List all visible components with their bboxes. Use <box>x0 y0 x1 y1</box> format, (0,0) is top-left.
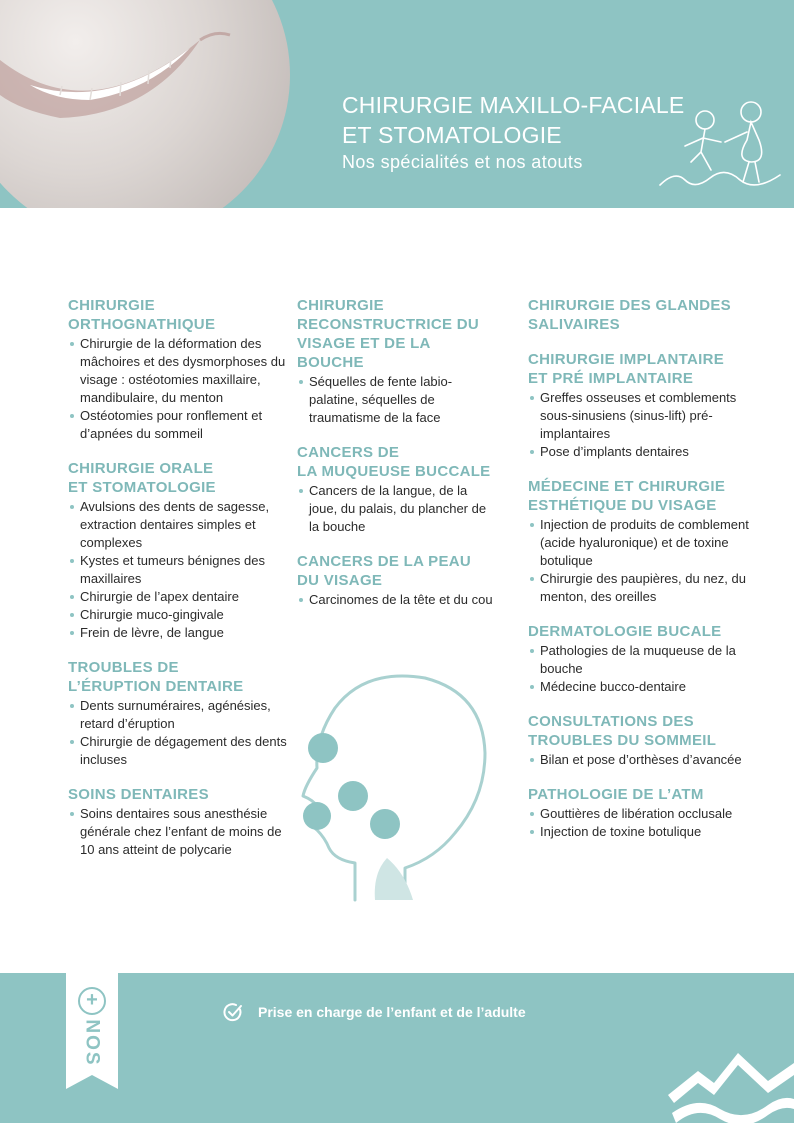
head-profile-illustration <box>295 668 495 913</box>
list-item: Kystes et tumeurs bénignes des maxillaires <box>68 552 288 588</box>
list-item: Pathologies de la muqueuse de la bouche <box>528 642 758 678</box>
list-item: Injection de toxine botulique <box>528 823 758 841</box>
list-item: Soins dentaires sous anesthésie générale chez l’enfant de moins de 10 ans atteint de polycarie <box>68 805 288 859</box>
section-title: DERMATOLOGIE BUCALE <box>528 623 722 640</box>
page-subtitle: Nos spécialités et nos atouts <box>342 152 583 172</box>
footer-text: Prise en charge de l’enfant et de l’adulte <box>258 1004 526 1020</box>
list-item: Bilan et pose d’orthèses d’avancée <box>528 751 758 769</box>
list-item: Médecine bucco-dentaire <box>528 678 758 696</box>
bullet-list <box>528 389 758 461</box>
section-soins-dentaires <box>68 785 288 859</box>
bullet-list <box>68 697 288 769</box>
list-item: Gouttières de libération occlusale <box>528 805 758 823</box>
section-glandes-salivaires <box>528 296 758 334</box>
bullet-list <box>68 498 288 642</box>
header-banner <box>0 0 794 208</box>
bullet-list <box>297 373 497 427</box>
section-title: CONSULTATIONS DES TROUBLES DU SOMMEIL <box>528 713 717 749</box>
mountain-wave-logo <box>668 1033 794 1123</box>
list-item: Avulsions des dents de sagesse, extraction dentaires simples et complexes <box>68 498 288 552</box>
list-item: Ostéotomies pour ronflement et d’apnées du sommeil <box>68 407 288 443</box>
bullet-list <box>528 642 758 696</box>
section-pathologie-atm <box>528 785 758 841</box>
title-line-2: ET STOMATOLOGIE <box>342 122 562 148</box>
smile-illustration <box>0 0 260 150</box>
section-troubles-sommeil <box>528 712 758 769</box>
column-middle <box>297 296 497 625</box>
list-item: Chirurgie muco-gingivale <box>68 606 288 624</box>
bullet-list <box>528 751 758 769</box>
section-title: CANCERS DE LA MUQUEUSE BUCCALE <box>297 444 491 480</box>
bullet-list <box>68 335 288 443</box>
section-title: SOINS DENTAIRES <box>68 786 209 803</box>
section-medecine-esthetique <box>528 477 758 606</box>
section-title: CHIRURGIE RECONSTRUCTRICE DU VISAGE ET DE LA BOUCHE <box>297 297 480 371</box>
list-item: Séquelles de fente labio-palatine, séquelles de traumatisme de la face <box>297 373 497 427</box>
section-title: PATHOLOGIE DE L’ATM <box>528 786 704 803</box>
list-item: Injection de produits de comblement (acide hyaluronique) et de toxine botulique <box>528 516 758 570</box>
list-item: Dents surnuméraires, agénésies, retard d’éruption <box>68 697 288 733</box>
section-title: TROUBLES DE L’ÉRUPTION DENTAIRE <box>68 659 244 695</box>
badge-text: NOS <box>82 1019 103 1067</box>
plus-circle-icon: + <box>78 987 106 1015</box>
column-left <box>68 296 288 875</box>
section-cancers-peau <box>297 552 497 609</box>
bullet-list <box>528 516 758 606</box>
section-cancers-muqueuse <box>297 443 497 536</box>
section-title: CHIRURGIE ORTHOGNATHIQUE <box>68 297 216 333</box>
section-chirurgie-orale <box>68 459 288 642</box>
bullet-list <box>297 482 497 536</box>
section-dermatologie-bucale <box>528 622 758 696</box>
list-item: Chirurgie de la déformation des mâchoires et des dysmorphoses du visage : ostéotomies maxillaire, mandibulaire, du menton <box>68 335 288 407</box>
title-line-1: CHIRURGIE MAXILLO-FACIALE <box>342 92 685 118</box>
list-item: Pose d’implants dentaires <box>528 443 758 461</box>
list-item: Frein de lèvre, de langue <box>68 624 288 642</box>
column-right <box>528 296 758 857</box>
section-troubles-eruption <box>68 658 288 769</box>
list-item: Carcinomes de la tête et du cou <box>297 591 497 609</box>
section-chirurgie-reconstructrice <box>297 296 497 427</box>
ribbon-label <box>74 1003 110 1083</box>
list-item: Chirurgie des paupières, du nez, du menton, des oreilles <box>528 570 758 606</box>
section-title: MÉDECINE ET CHIRURGIE ESTHÉTIQUE DU VISAGE <box>528 478 726 514</box>
list-item: Cancers de la langue, de la joue, du palais, du plancher de la bouche <box>297 482 497 536</box>
section-title: CHIRURGIE ORALE ET STOMATOLOGIE <box>68 460 216 496</box>
section-title: CHIRURGIE DES GLANDES SALIVAIRES <box>528 297 731 333</box>
bullet-list <box>528 805 758 841</box>
section-chirurgie-implantaire <box>528 350 758 461</box>
bullet-list <box>68 805 288 859</box>
section-title: CANCERS DE LA PEAU DU VISAGE <box>297 553 472 589</box>
check-circle-icon <box>222 1001 244 1023</box>
children-line-drawing-icon <box>655 90 785 200</box>
list-item: Chirurgie de dégagement des dents incluses <box>68 733 288 769</box>
bullet-list <box>297 591 497 609</box>
section-title: CHIRURGIE IMPLANTAIRE ET PRÉ IMPLANTAIRE <box>528 351 725 387</box>
list-item: Greffes osseuses et comblements sous-sinusiens (sinus-lift) pré-implantaires <box>528 389 758 443</box>
section-chirurgie-orthognathique <box>68 296 288 443</box>
list-item: Chirurgie de l’apex dentaire <box>68 588 288 606</box>
